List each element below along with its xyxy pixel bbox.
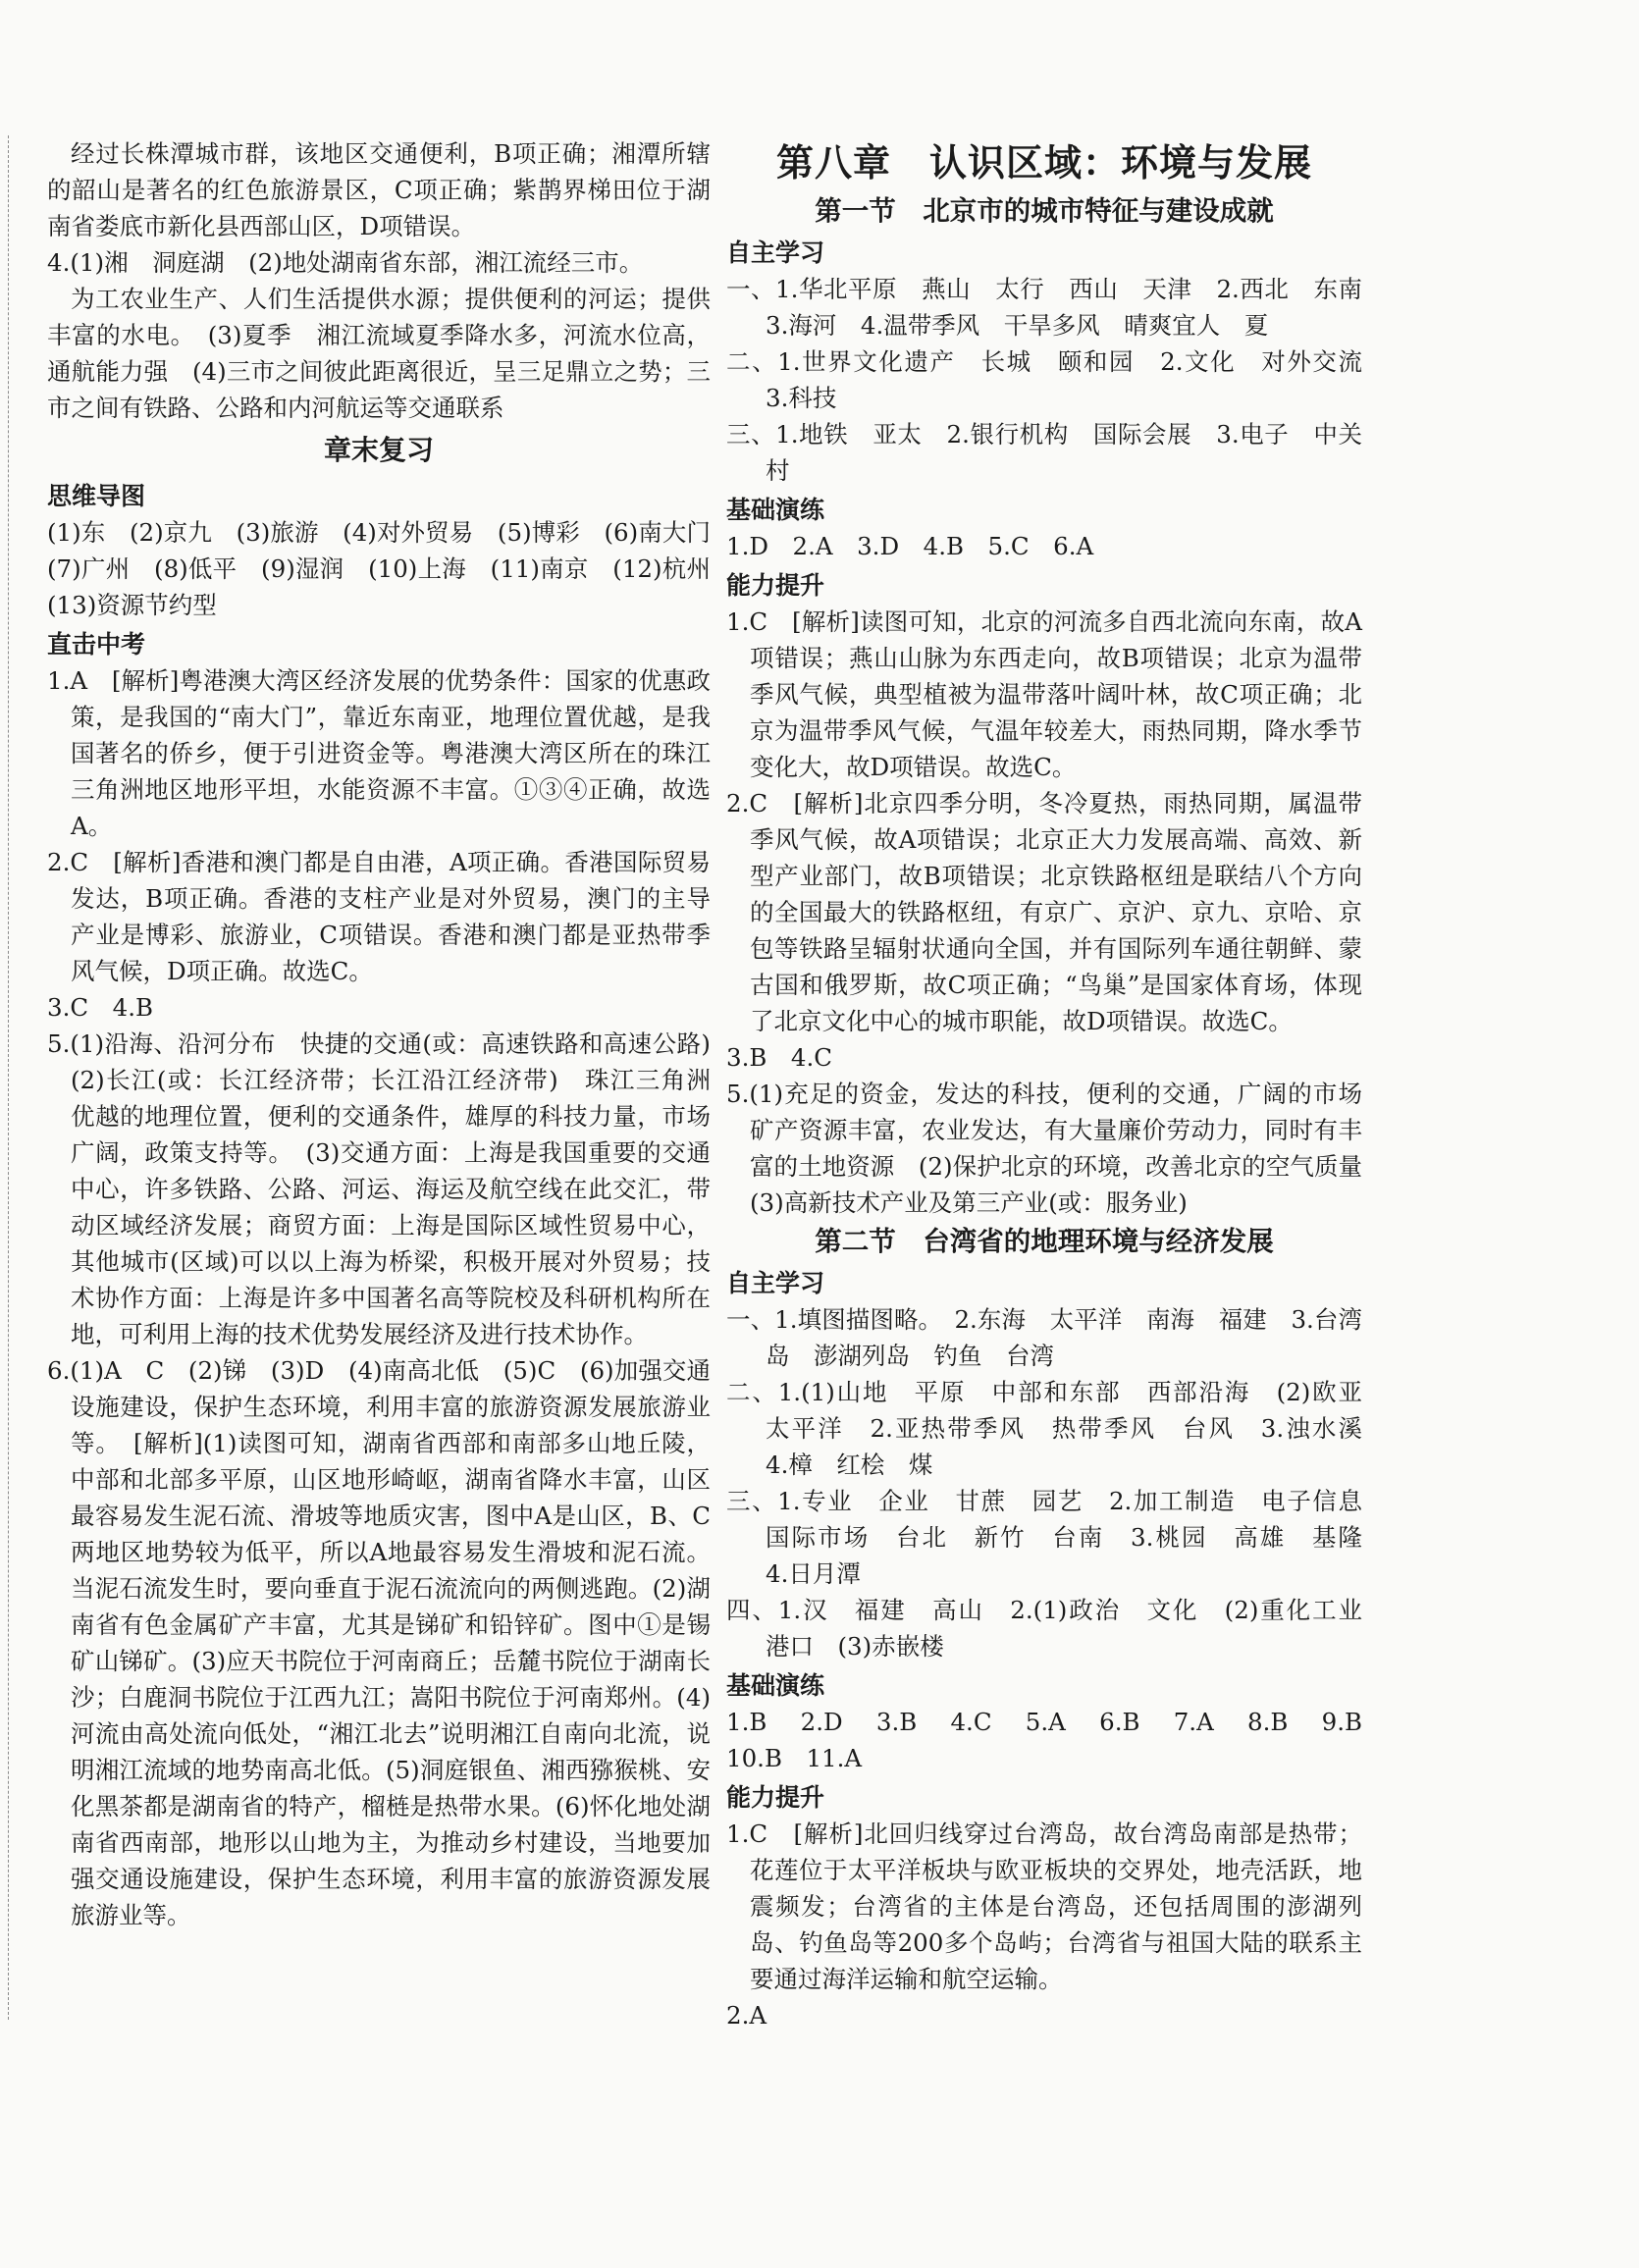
left-column [47,135,735,1933]
basic-practice-heading: 基础演练 [726,1671,825,1700]
ability-answer-1: 1.C [解析]北回归线穿过台湾岛，故台湾岛南部是热带；花莲位于太平洋板块与欧亚板块的交界处，地壳活跃，地震频发；台湾省的主体是台湾岛，还包括周围的澎湖列岛、钓鱼岛等200多个岛屿；台湾省与祖国大陆的联系主要通过海洋运输和航空运输。 [726,1820,1362,1993]
self-study-heading: 自主学习 [726,1269,825,1297]
self-study-answer: 三、1.地铁 亚太 2.银行机构 国际会展 3.电子 中关村 [726,420,1362,485]
self-study-heading: 自主学习 [726,238,825,267]
exam-answer-5: 5.(1)沿海、沿河分布 快捷的交通(或：高速铁路和高速公路) (2)长江(或：长江经济带；长江沿江经济带) 珠江三角洲 优越的地理位置，便利的交通条件，雄厚的科技力量，市场广阔，政策支持等。 (3)交通方面：上海是我国重要的交通中心，许多铁路、公路、河运、海运及航空线在此交汇，带动区域经济发展；商贸方面：上海是国际区域性贸易中心，其他城市(区域)可以以上海为桥梁，积极开展对外贸易；技术协作方面：上海是许多中国著名高等院校及科研机构所在地，可利用上海的技术优势发展经济及进行技术协作。 [47,1029,735,1348]
self-study-answer: 二、1.(1)山地 平原 中部和东部 西部沿海 (2)欧亚 太平洋 2.亚热带季风 热带季风 台风 3.浊水溪 4.樟 红桧 煤 [726,1378,1387,1479]
exam-answer-6: 6.(1)A C (2)锑 (3)D (4)南高北低 (5)C (6)加强交通设施建设，保护生态环境，利用丰富的旅游资源发展旅游业等。 [解析](1)读图可知，湖南省西部和南部多山地丘陵，中部和北部多平原，山区地形崎岖，湖南省降水丰富，山区最容易发生泥石流、滑坡等地质灾害，图中A是山区，B、C两地区地势较为低平，所以A地最容易发生滑坡和泥石流。当泥石流发生时，要向垂直于泥石流流向的两侧逃跑。(2)湖南省有色金属矿产丰富，尤其是锑矿和铅锌矿。图中①是锡矿山锑矿。(3)应天书院位于河南商丘；岳麓书院位于湖南长沙；白鹿洞书院位于江西九江；嵩阳书院位于河南郑州。(4)河流由高处流向低处，“湘江北去”说明湘江自南向北流，说明湘江流域的地势南高北低。(5)洞庭银鱼、湘西猕猴桃、安化黑茶都是湖南省的特产，榴梿是热带水果。(6)怀化地处湖南省西南部，地形以山地为主，为推动乡村建设，当地要加强交通设施建设，保护生态环境，利用丰富的旅游资源发展旅游业等。 [47,1356,711,1929]
exam-heading: 直击中考 [47,630,146,659]
answer-paragraph: 为工农业生产、人们生活提供水源；提供便利的河运；提供丰富的水电。 (3)夏季 湘江流域夏季降水多，河流水位高，通航能力强 (4)三市之间彼此距离很近，呈三足鼎立之势；三市之间有铁路、公路和内河航运等交通联系 [47,285,711,422]
self-study-answer: 二、1.世界文化遗产 长城 颐和园 2.文化 对外交流 3.科技 [726,347,1387,412]
ability-heading: 能力提升 [726,571,825,600]
ability-answer-2: 2.A [726,2001,767,2030]
mindmap-answers: (1)东 (2)京九 (3)旅游 (4)对外贸易 (5)博彩 (6)南大门 (7)广州 (8)低平 (9)湿润 (10)上海 (11)南京 (12)杭州 (13)资源节约型 [47,518,735,619]
exam-answer-2: 2.C [解析]香港和澳门都是自由港，A项正确。香港国际贸易发达，B项正确。香港的支柱产业是对外贸易，澳门的主导产业是博彩、旅游业，C项错误。香港和澳门都是亚热带季风气候，D项正确。故选C。 [47,848,711,985]
chapter-title: 第八章 认识区域：环境与发展 [775,141,1312,185]
right-column [726,135,1387,2033]
section-1-title: 第一节 北京市的城市特征与建设成就 [815,195,1274,227]
self-study-answer: 一、1.填图描图略。 2.东海 太平洋 南海 福建 3.台湾岛 澎湖列岛 钓鱼 台湾 [726,1305,1362,1370]
exam-answer-1: 1.A [解析]粤港澳大湾区经济发展的优势条件：国家的优惠政策，是我国的“南大门”，靠近东南亚，地理位置优越，是我国著名的侨乡，便于引进资金等。粤港澳大湾区所在的珠江三角洲地区地形平坦，水能资源不丰富。①③④正确，故选A。 [47,666,711,840]
self-study-answer: 三、1.专业 企业 甘蔗 园艺 2.加工制造 电子信息 国际市场 台北 新竹 台南 3.桃园 高雄 基隆 4.日月潭 [726,1487,1387,1588]
exam-answer-3-4: 3.C 4.B [47,993,154,1022]
ability-answer-2: 2.C [解析]北京四季分明，冬冷夏热，雨热同期，属温带季风气候，故A项错误；北京正大力发展高端、高效、新型产业部门，故B项错误；北京铁路枢纽是联结八个方向的全国最大的铁路枢纽，有京广、京沪、京九、京哈、京包等铁路呈辐射状通向全国，并有国际列车通往朝鲜、蒙古国和俄罗斯，故C项正确；“鸟巢”是国家体育场，体现了北京文化中心的城市职能，故D项错误。故选C。 [726,789,1362,1035]
self-study-answer: 一、1.华北平原 燕山 太行 西山 天津 2.西北 东南 3.海河 4.温带季风 干旱多风 晴爽宜人 夏 [726,275,1387,340]
review-heading: 章末复习 [323,434,434,466]
answer-paragraph: 经过长株潭城市群，该地区交通便利，B项正确；湘潭所辖的韶山是著名的红色旅游景区，C项正确；紫鹊界梯田位于湖南省娄底市新化县西部山区，D项错误。 [47,139,711,240]
basic-practice-answers: 1.D 2.A 3.D 4.B 5.C 6.A [726,532,1094,560]
self-study-answer: 四、1.汉 福建 高山 2.(1)政治 文化 (2)重化工业 港口 (3)赤嵌楼 [726,1596,1387,1661]
ability-answer-3-4: 3.B 4.C [726,1043,833,1072]
answer-item-4: 4.(1)湘 洞庭湖 (2)地处湖南省东部，湘江流经三市。 [47,248,644,277]
ability-answer-5: 5.(1)充足的资金，发达的科技，便利的交通，广阔的市场 矿产资源丰富，农业发达，有大量廉价劳动力，同时有丰富的土地资源 (2)保护北京的环境，改善北京的空气质量 (3)高新技术产业及第三产业(或：服务业) [726,1080,1387,1217]
ability-answer-1: 1.C [解析]读图可知，北京的河流多自西北流向东南，故A项错误；燕山山脉为东西走向，故B项错误；北京为温带季风气候，典型植被为温带落叶阔叶林，故C项正确；北京为温带季风气候，气温年较差大，雨热同期，降水季节变化大，故D项错误。故选C。 [726,607,1362,781]
basic-practice-answers: 1.B 2.D 3.B 4.C 5.A 6.B 7.A 8.B 9.B 10.B 11.A [726,1708,1387,1772]
section-2-title: 第二节 台湾省的地理环境与经济发展 [815,1226,1274,1257]
mindmap-heading: 思维导图 [47,482,146,510]
basic-practice-heading: 基础演练 [726,496,825,524]
ability-heading: 能力提升 [726,1783,825,1812]
